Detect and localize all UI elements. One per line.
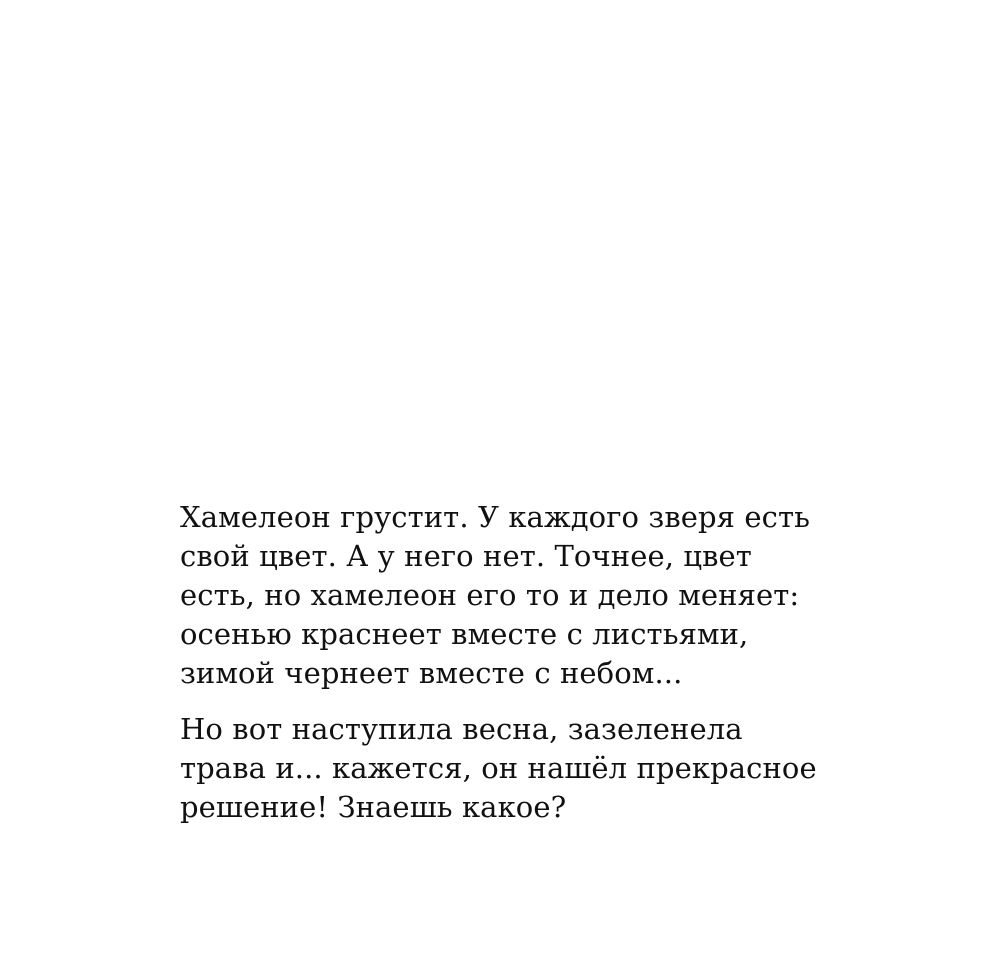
story-text	[180, 498, 820, 827]
text-line: Хамелеон грустит. У каждого зверя есть	[180, 500, 811, 534]
text-line: есть, но хамелеон его то и дело меняет:	[180, 578, 800, 612]
text-line: осенью краснеет вместе с листьями,	[180, 617, 749, 651]
paragraph-2	[180, 710, 820, 827]
text-line: свой цвет. А у него нет. Точнее, цвет	[180, 539, 752, 573]
text-line: зимой чернеет вместе с небом...	[180, 656, 683, 690]
paragraph-1	[180, 498, 820, 693]
text-line: решение! Знаешь какое?	[180, 790, 567, 824]
text-line: трава и... кажется, он нашёл прекрасное	[180, 751, 817, 785]
text-line: Но вот наступила весна, зазеленела	[180, 712, 743, 746]
